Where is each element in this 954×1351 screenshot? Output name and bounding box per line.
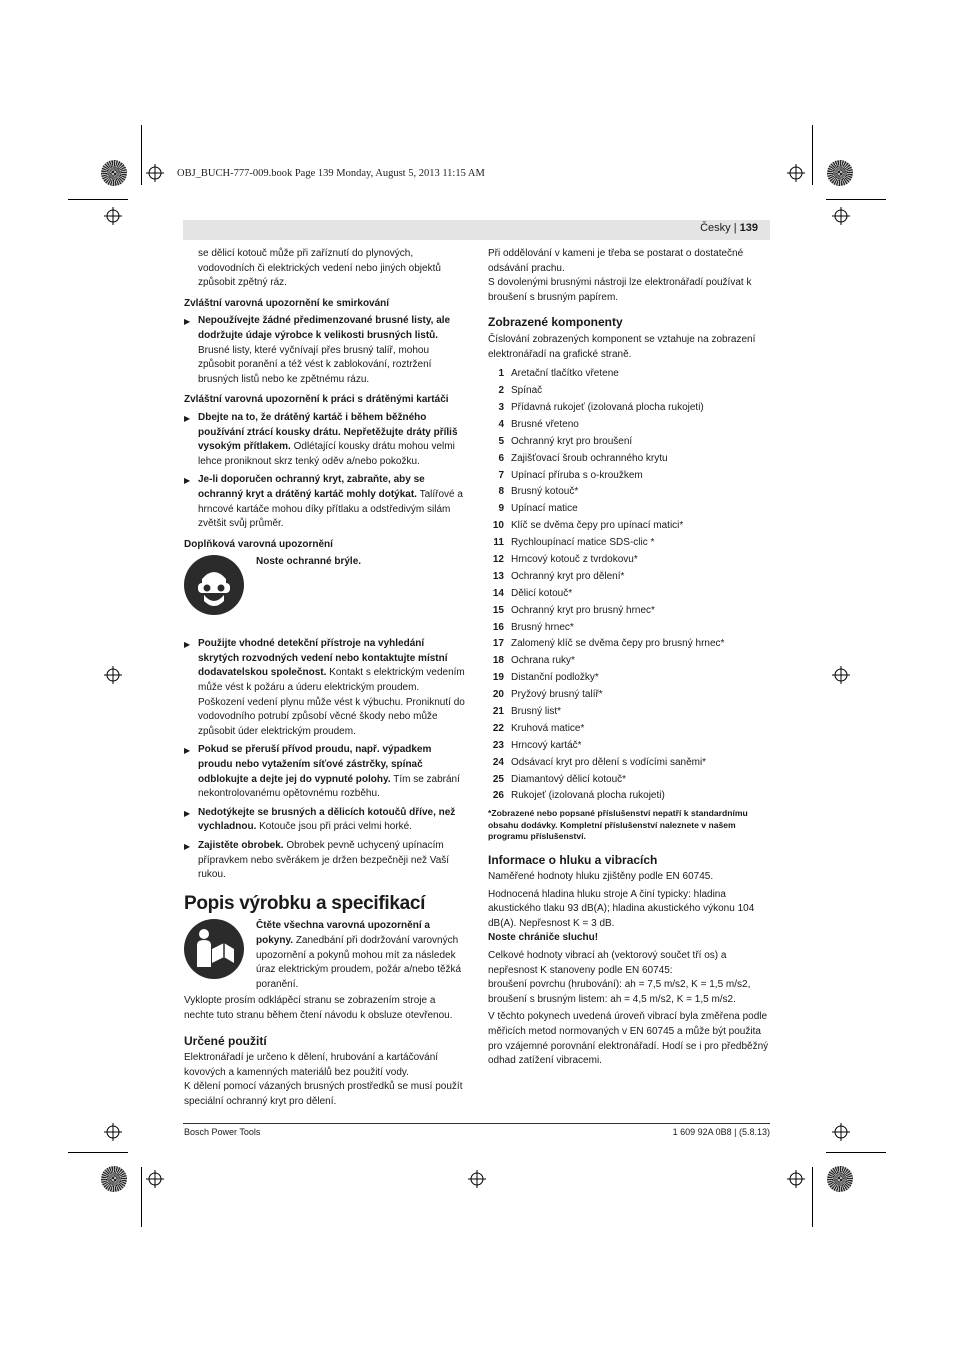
crosshair-mark bbox=[104, 666, 122, 684]
goggles-text: Noste ochranné brýle. bbox=[256, 556, 362, 568]
crop-mark bbox=[812, 1167, 813, 1227]
component-item bbox=[488, 705, 770, 720]
components-intro: Číslování zobrazených komponent se vztahuje na zobrazení elektronářadí na grafické straně. bbox=[488, 333, 756, 360]
component-number: 5 bbox=[498, 435, 504, 447]
component-number: 10 bbox=[492, 520, 504, 532]
component-label: Brusné vřeteno bbox=[511, 418, 579, 430]
component-item bbox=[488, 587, 770, 602]
intro-paragraph: se dělicí kotouč může při zaříznutí do plynových, vodovodních či elektrických vedení nebo jiných objektů způsobit zpětný ráz. bbox=[198, 248, 441, 289]
warning-item: ▶ Je-li doporučen ochranný kryt, zabraňte, aby se ochranný kryt a drátěný kartáč mohly dotýkat. Talířové a hrncové kartáče mohou díky přítlaku a odstředivým silám zvětšit svůj průměr. bbox=[184, 473, 466, 531]
right-column bbox=[488, 247, 770, 1072]
warning-item: ▶ Nepoužívejte žádné předimenzované brusné listy, ale dodržujte údaje výrobce k velikosti brusných listů. Brusné listy, které vyčnívají přes brusný talíř, mohou způsobit poranění a též vést k zablokování, roztržení brusných listů nebo ke zpětnému rázu. bbox=[184, 314, 466, 387]
component-label: Upínací matice bbox=[511, 503, 578, 515]
component-number: 19 bbox=[492, 672, 504, 684]
component-item bbox=[488, 435, 770, 450]
component-number: 16 bbox=[492, 621, 504, 633]
component-label: Brusný list* bbox=[511, 705, 562, 717]
foldout-paragraph: Vyklopte prosím odklápěcí stranu se zobrazením stroje a nechte tuto stranu během čtení návodu k obsluze otevřenou. bbox=[184, 995, 453, 1021]
component-label: Dělicí kotouč* bbox=[511, 587, 573, 599]
crop-mark bbox=[141, 125, 142, 185]
component-number: 12 bbox=[492, 553, 504, 565]
component-number: 9 bbox=[498, 503, 504, 515]
goggles-block bbox=[184, 555, 466, 625]
component-label: Aretační tlačítko vřetene bbox=[511, 368, 619, 380]
component-item bbox=[488, 367, 770, 382]
crosshair-mark bbox=[104, 207, 122, 225]
stone-paragraph: Při oddělování v kameni je třeba se postarat o dostatečné odsávání prachu. bbox=[488, 248, 744, 274]
section-heading-product: Popis výrobku a specifikací bbox=[184, 892, 426, 914]
warning-item: ▶ Pokud se přeruší přívod proudu, např. výpadkem proudu nebo vytažením síťové zástrčky, spínač odblokujte a dejte jej do vypnuté polohy. Tím se zabrání nekontrolovanému opětovnému rozběhu. bbox=[184, 743, 466, 801]
component-label: Ochranný kryt pro brusný hrnec* bbox=[511, 604, 655, 616]
registration-rosette bbox=[101, 1166, 127, 1192]
noise-paragraph: Naměřené hodnoty hluku zjištěny podle EN 60745. bbox=[488, 871, 714, 883]
crosshair-mark bbox=[787, 1170, 805, 1188]
footer-doc-number: 1 609 92A 0B8 | (5.8.13) bbox=[672, 1127, 770, 1137]
crosshair-mark bbox=[832, 1123, 850, 1141]
crop-mark bbox=[812, 125, 813, 185]
crosshair-mark bbox=[832, 207, 850, 225]
component-label: Zajišťovací šroub ochranného krytu bbox=[511, 452, 668, 464]
crosshair-mark bbox=[146, 164, 164, 182]
component-number: 15 bbox=[492, 604, 504, 616]
read-instructions-block: Čtěte všechna varovná upozornění a pokyny. Zanedbání při dodržování varovných upozornění a pokynů mohou mít za následek úraz elektrickým proudem, požár a/nebo těžká poranění. bbox=[184, 919, 466, 992]
crop-mark bbox=[826, 1152, 886, 1153]
component-label: Brusný hrnec* bbox=[511, 621, 574, 633]
component-item bbox=[488, 604, 770, 619]
component-item bbox=[488, 570, 770, 585]
component-number: 4 bbox=[498, 418, 504, 430]
intended-use-paragraph: K dělení pomocí vázaných brusných prostředků se musí použít speciální ochranný kryt pro dělení. bbox=[184, 1081, 463, 1107]
crop-mark bbox=[141, 1167, 142, 1227]
crop-mark bbox=[826, 199, 886, 200]
components-list bbox=[488, 367, 770, 804]
safety-goggles-icon bbox=[184, 555, 244, 615]
component-item bbox=[488, 401, 770, 416]
component-label: Spínač bbox=[511, 385, 543, 397]
component-label: Ochranný kryt pro dělení* bbox=[511, 570, 625, 582]
component-label: Pryžový brusný talíř* bbox=[511, 689, 603, 701]
running-header: Česky | 139 bbox=[700, 222, 758, 234]
component-number: 22 bbox=[492, 722, 504, 734]
crosshair-mark bbox=[832, 666, 850, 684]
heading-intended-use: Určené použití bbox=[184, 1033, 267, 1048]
component-label: Přídavná rukojeť (izolovaná plocha rukojeti) bbox=[511, 401, 704, 413]
component-item bbox=[488, 654, 770, 669]
component-number: 1 bbox=[498, 368, 504, 380]
vibration-paragraph: Celkové hodnoty vibrací ah (vektorový součet tří os) a nepřesnost K stanoveny podle EN 60745: bbox=[488, 950, 727, 976]
warning-item: ▶ Použijte vhodné detekční přístroje na vyhledání skrytých rozvodných vedení nebo kontaktujte místní dodavatelskou společnost. Kontakt s elektrickým vedením může vést k požáru a úderu elektrickým proudem. Poškození vedení plynu může vést k výbuchu. Proniknutí do vodovodního potrubí způsobí věcné škody nebo může způsobit úder elektrickým proudem. bbox=[184, 637, 466, 739]
component-number: 20 bbox=[492, 689, 504, 701]
component-number: 23 bbox=[492, 739, 504, 751]
component-label: Rukojeť (izolovaná plocha rukojeti) bbox=[511, 790, 665, 802]
component-label: Hrncový kartáč* bbox=[511, 739, 582, 751]
component-label: Hrncový kotouč z tvrdokovu* bbox=[511, 553, 638, 565]
component-number: 11 bbox=[493, 537, 504, 549]
component-label: Ochrana ruky* bbox=[511, 655, 575, 667]
registration-rosette bbox=[827, 1166, 853, 1192]
stone-paragraph: S dovolenými brusnými nástroji lze elektronářadí používat k broušení s brusným papírem. bbox=[488, 277, 752, 303]
crosshair-mark bbox=[146, 1170, 164, 1188]
left-column bbox=[184, 247, 466, 1113]
header-language: Česky bbox=[700, 222, 731, 234]
heading-noise: Informace o hluku a vibracích bbox=[488, 852, 658, 867]
component-label: Upínací příruba s o-kroužkem bbox=[511, 469, 643, 481]
component-label: Odsávací kryt pro dělení s vodícími saněmi* bbox=[511, 756, 707, 768]
read-manual-icon bbox=[184, 919, 244, 979]
warning-item: ▶ Nedotýkejte se brusných a dělicích kotoučů dříve, než vychladnou. Kotouče jsou při práci velmi horké. bbox=[184, 806, 466, 835]
noise-paragraph: Hodnocená hladina hluku stroje A činí typicky: hladina akustického tlaku 93 dB(A); hladina akustického výkonu 104 dB(A). Nepřesnost K = 3 dB. bbox=[488, 888, 755, 929]
component-item bbox=[488, 519, 770, 534]
component-item bbox=[488, 671, 770, 686]
vibration-line: broušení povrchu (hrubování): ah = 7,5 m/s2, K = 1,5 m/s2, bbox=[488, 979, 751, 991]
registration-rosette bbox=[827, 160, 853, 186]
component-item bbox=[488, 502, 770, 517]
component-number: 17 bbox=[492, 638, 504, 650]
crosshair-mark bbox=[104, 1123, 122, 1141]
component-number: 3 bbox=[498, 401, 504, 413]
component-label: Kruhová matice* bbox=[511, 722, 585, 734]
heading-components: Zobrazené komponenty bbox=[488, 315, 623, 330]
component-item bbox=[488, 789, 770, 804]
footer-rule bbox=[183, 1123, 770, 1124]
component-label: Brusný kotouč* bbox=[511, 486, 579, 498]
crop-mark bbox=[68, 1152, 128, 1153]
component-number: 24 bbox=[492, 756, 504, 768]
component-number: 26 bbox=[492, 790, 504, 802]
heading-additional: Doplňková varovná upozornění bbox=[184, 538, 333, 550]
heading-sanding: Zvláštní varovná upozornění ke smirkování bbox=[184, 297, 390, 309]
ear-protection: Noste chrániče sluchu! bbox=[488, 932, 599, 944]
component-item bbox=[488, 637, 770, 652]
registration-rosette bbox=[101, 160, 127, 186]
intended-use-paragraph: Elektronářadí je určeno k dělení, hrubování a kartáčování kovových a kamenných materiálů bez použití vody. bbox=[184, 1052, 439, 1078]
vibration-line: broušení s brusným listem: ah = 4,5 m/s2, K = 1,5 m/s2. bbox=[488, 993, 736, 1005]
component-label: Rychloupínací matice SDS-clic * bbox=[511, 537, 655, 549]
component-number: 8 bbox=[498, 486, 504, 498]
component-label: Distanční podložky* bbox=[511, 672, 599, 684]
accessory-note: *Zobrazené nebo popsané příslušenství nepatří k standardnímu obsahu dodávky. Kompletní příslušenství naleznete v našem programu příslušenství. bbox=[488, 808, 748, 842]
component-item bbox=[488, 553, 770, 568]
component-number: 18 bbox=[492, 655, 504, 667]
component-item bbox=[488, 384, 770, 399]
component-label: Ochranný kryt pro broušení bbox=[511, 435, 633, 447]
component-number: 7 bbox=[498, 469, 504, 481]
component-item bbox=[488, 485, 770, 500]
component-item bbox=[488, 469, 770, 484]
warning-item: ▶ Zajistěte obrobek. Obrobek pevně uchycený upínacím přípravkem nebo svěrákem je držen bezpečněji než Vaší rukou. bbox=[184, 839, 466, 883]
component-item bbox=[488, 773, 770, 788]
component-item bbox=[488, 621, 770, 636]
running-header-bar bbox=[183, 220, 770, 240]
heading-wire-brush: Zvláštní varovná upozornění k práci s drátěnými kartáči bbox=[184, 394, 449, 406]
print-header: OBJ_BUCH-777-009.book Page 139 Monday, August 5, 2013 11:15 AM bbox=[177, 168, 485, 179]
page-number: 139 bbox=[739, 222, 758, 234]
component-number: 2 bbox=[498, 385, 504, 397]
component-item bbox=[488, 688, 770, 703]
component-item bbox=[488, 739, 770, 754]
component-number: 25 bbox=[492, 773, 504, 785]
component-item bbox=[488, 756, 770, 771]
crosshair-mark bbox=[468, 1170, 486, 1188]
component-number: 13 bbox=[492, 570, 504, 582]
component-item bbox=[488, 418, 770, 433]
warning-item: ▶ Dbejte na to, že drátěný kartáč i během běžného používání ztrácí kousky drátu. Nepřetěžujte dráty příliš vysokým přítlakem. Odlétající kousky drátu mohou velmi lehce proniknout skrz tenký oděv a/nebo pokožku. bbox=[184, 411, 466, 469]
component-number: 14 bbox=[492, 587, 504, 599]
component-number: 6 bbox=[498, 452, 504, 464]
component-item bbox=[488, 536, 770, 551]
component-item bbox=[488, 452, 770, 467]
crop-mark bbox=[68, 199, 128, 200]
component-number: 21 bbox=[492, 705, 504, 717]
component-label: Diamantový dělicí kotouč* bbox=[511, 773, 627, 785]
vibration-paragraph: V těchto pokynech uvedená úroveň vibrací byla změřena podle měřicích metod normovaných v EN 60745 a může být použita pro vzájemné porovnání elektronářadí. Hodí se i pro předběžný odhad zatížení vibracemi. bbox=[488, 1011, 769, 1067]
crosshair-mark bbox=[787, 164, 805, 182]
component-label: Klíč se dvěma čepy pro upínací matici* bbox=[511, 520, 684, 532]
component-label: Zalomený klíč se dvěma čepy pro brusný hrnec* bbox=[511, 638, 725, 650]
footer-brand: Bosch Power Tools bbox=[184, 1127, 261, 1137]
component-item bbox=[488, 722, 770, 737]
